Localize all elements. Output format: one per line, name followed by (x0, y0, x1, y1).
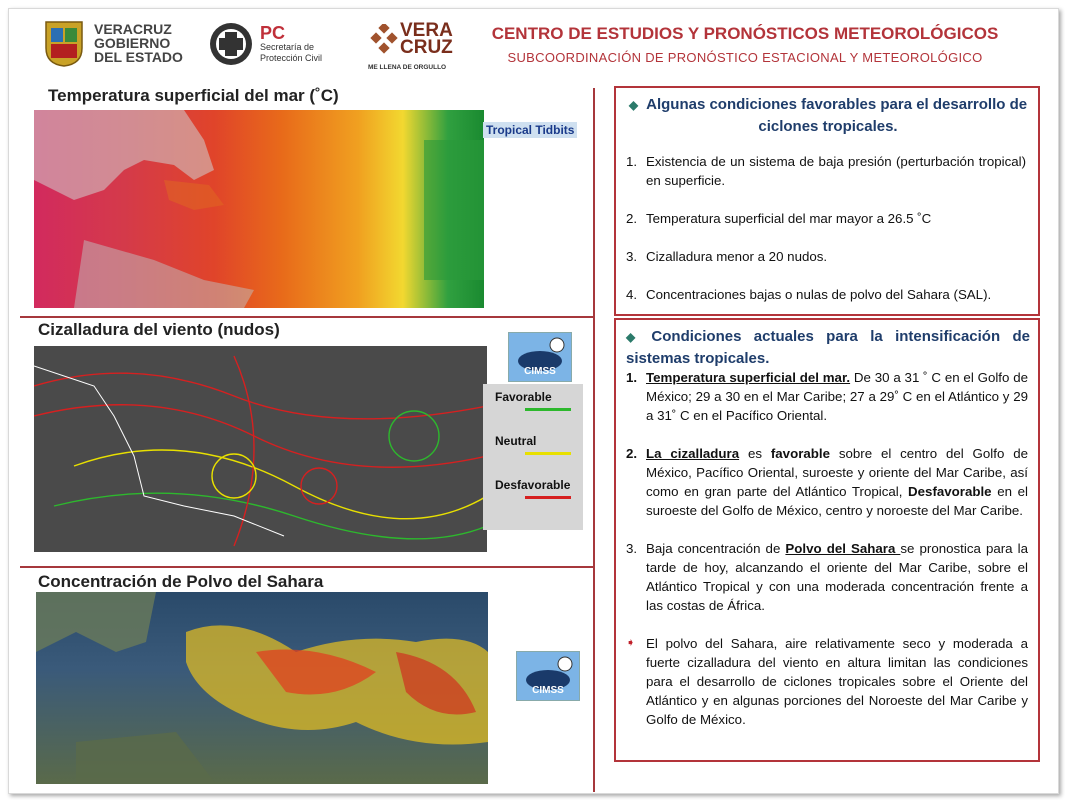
diamond-bullet-icon: ◆ (628, 98, 639, 112)
proteccion-civil-emblem-icon (208, 20, 254, 68)
dust-map-image (36, 592, 488, 784)
box2-heading (626, 326, 1030, 369)
shear-overlay (34, 346, 487, 552)
favorable-conditions-box (614, 86, 1040, 316)
box1-item-4: 4. Concentraciones bajas o nulas de polvo del Sahara (SAL). (626, 287, 992, 302)
cimss-label-2: CIMSS (532, 685, 564, 696)
box2-item-1: 1. Temperatura superficial del mar. De 30 a 31 ˚ C en el Golfo de México; 29 a 30 en el Mar Caribe; 27 a 29˚ C en el Atlántico y 29 a 31˚ C en el Pacífico Oriental. (626, 370, 1028, 423)
box1-item-3: 3. Cizalladura menor a 20 nudos. (626, 249, 828, 264)
header-title: CENTRO DE ESTUDIOS Y PRONÓSTICOS METEOROLÓGICOS (491, 24, 999, 43)
shear-map-image (34, 346, 487, 552)
arrow-bullet-icon: ➧ (626, 637, 636, 649)
vera-text: VERA (400, 20, 453, 41)
sst-map-image (34, 110, 484, 308)
vertical-divider (593, 88, 595, 792)
box1-heading-text: Algunas condiciones favorables para el desarrollo de ciclones tropicales. (646, 96, 1028, 135)
dust-label: Polvo del Sahara (785, 541, 901, 556)
sst-section-title: Temperatura superficial del mar (˚C) (48, 86, 339, 105)
divider-1 (20, 316, 593, 318)
box2-heading-text: Condiciones actuales para la intensificación de sistemas tropicales. (626, 328, 1030, 367)
legend-neutral-line (525, 452, 571, 455)
box2-item-3: 3. Baja concentración de Polvo del Sahara se pronostica para la tarde de hoy, alcanzando el oriente del Mar Caribe, sobre el Atlántico Tropical y con una moderada concentración frente a las costas de África. (626, 541, 1028, 613)
sst-overlay (34, 110, 484, 308)
legend-neutral: Neutral (495, 434, 537, 448)
pc-title: PC (260, 23, 286, 43)
box1-list (626, 152, 1026, 304)
cimss-logo-2 (516, 651, 580, 701)
proteccion-civil-logo (208, 20, 322, 68)
legend-desfavorable-line (525, 496, 571, 499)
shear-legend (483, 384, 583, 530)
veracruz-shield-icon (42, 18, 86, 68)
dust-overlay (36, 592, 488, 784)
shear-section-title: Cizalladura del viento (nudos) (38, 320, 280, 339)
sst-label: Temperatura superficial del mar. (646, 370, 851, 385)
pc-subtitle: Secretaría de Protección Civil (260, 42, 323, 63)
vera-cruz-slogan: ME LLENA DE ORGULLO (368, 64, 447, 71)
cimss-logo-1 (508, 332, 572, 382)
box2-item-2: 2. La cizalladura es favorable sobre el centro del Golfo de México, Pacífico Oriental, suroeste y oriente del Mar Caribe, así como en gran parte del Atlántico Tropical, Desfavorable en el suroeste del Golfo de México, centro y noroeste del Mar Caribe. (626, 446, 1029, 518)
vera-cruz-pattern-icon (370, 24, 398, 54)
header-subtitle: SUBCOORDINACIÓN DE PRONÓSTICO ESTACIONAL Y METEOROLÓGICO (507, 50, 983, 65)
current-conditions-box (614, 318, 1040, 762)
cimss-label-1: CIMSS (524, 366, 556, 377)
vera-cruz-logo (368, 20, 453, 71)
box2-list (626, 368, 1028, 729)
veracruz-government-logo (42, 18, 183, 68)
dust-section-title: Concentración de Polvo del Sahara (38, 572, 324, 591)
divider-2 (20, 566, 593, 568)
shear-label: La cizalladura (646, 446, 740, 461)
tropical-tidbits-badge: Tropical Tidbits (483, 122, 577, 138)
cruz-text: CRUZ (400, 37, 453, 58)
legend-desfavorable: Desfavorable (495, 478, 571, 492)
legend-favorable: Favorable (495, 390, 552, 404)
box1-item-2: 2. Temperatura superficial del mar mayor a 26.5 ˚C (626, 211, 932, 226)
box2-note: ➧ El polvo del Sahara, aire relativamente seco y moderada a fuerte cizalladura del viento en altura limitan las condiciones para el desarrollo de ciclones tropicales sobre el Oriente del Atlántico y en algunas porciones del Noroeste del Mar Caribe y Golfo de México. (626, 636, 1028, 727)
box1-heading (626, 94, 1030, 137)
legend-favorable-line (525, 408, 571, 411)
diamond-bullet-icon: ◆ (626, 330, 644, 344)
veracruz-government-text: VERACRUZ GOBIERNO DEL ESTADO (94, 21, 183, 65)
box1-item-1: 1. Existencia de un sistema de baja presión (perturbación tropical) en superficie. (626, 154, 1026, 188)
